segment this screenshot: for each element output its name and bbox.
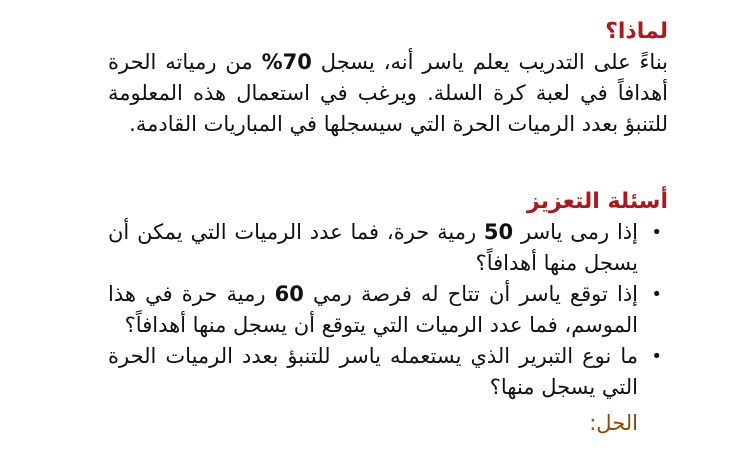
why-paragraph bbox=[108, 47, 668, 140]
question-item-2 bbox=[108, 279, 668, 341]
question-2-end: رمية حرة في هذا الموسم، فما عدد الرميات التي يتوقع أن يسجل منها أهدافاً؟ bbox=[108, 282, 638, 337]
question-3-text: ما نوع التبرير الذي يستعمله ياسر للتنبؤ بعدد الرميات الحرة التي يسجل منها؟ bbox=[108, 344, 638, 399]
practice-section bbox=[108, 186, 668, 403]
question-1-start: إذا رمى ياسر bbox=[513, 220, 638, 244]
question-list bbox=[108, 217, 668, 403]
question-item-1 bbox=[108, 217, 668, 279]
question-item-3 bbox=[108, 341, 668, 403]
bullet-icon: • bbox=[651, 284, 662, 305]
why-text-end: من رمياته الحرة أهدافاً في لعبة كرة السلة. ويرغب في استعمال هذه المعلومة للتنبؤ بعدد الرميات الحرة التي سيسجلها في المباريات القادمة. bbox=[108, 50, 668, 136]
why-text-start: بناءً على التدريب يعلم ياسر أنه، يسجل bbox=[311, 50, 668, 74]
why-section bbox=[108, 16, 668, 140]
practice-heading: أسئلة التعزيز bbox=[527, 189, 668, 214]
question-2-number: 60 bbox=[274, 282, 304, 306]
bullet-icon: • bbox=[651, 346, 662, 367]
why-heading: لماذا؟ bbox=[605, 19, 668, 44]
why-percent: 70% bbox=[261, 50, 312, 74]
solution-label: الحل: bbox=[589, 411, 638, 435]
question-1-number: 50 bbox=[483, 220, 514, 244]
question-2-start: إذا توقع ياسر أن تتاح له فرصة رمي bbox=[303, 282, 638, 306]
question-1-end: رمية حرة، فما عدد الرميات التي يمكن أن يسجل منها أهدافاً؟ bbox=[108, 220, 638, 275]
bullet-icon: • bbox=[651, 222, 662, 243]
